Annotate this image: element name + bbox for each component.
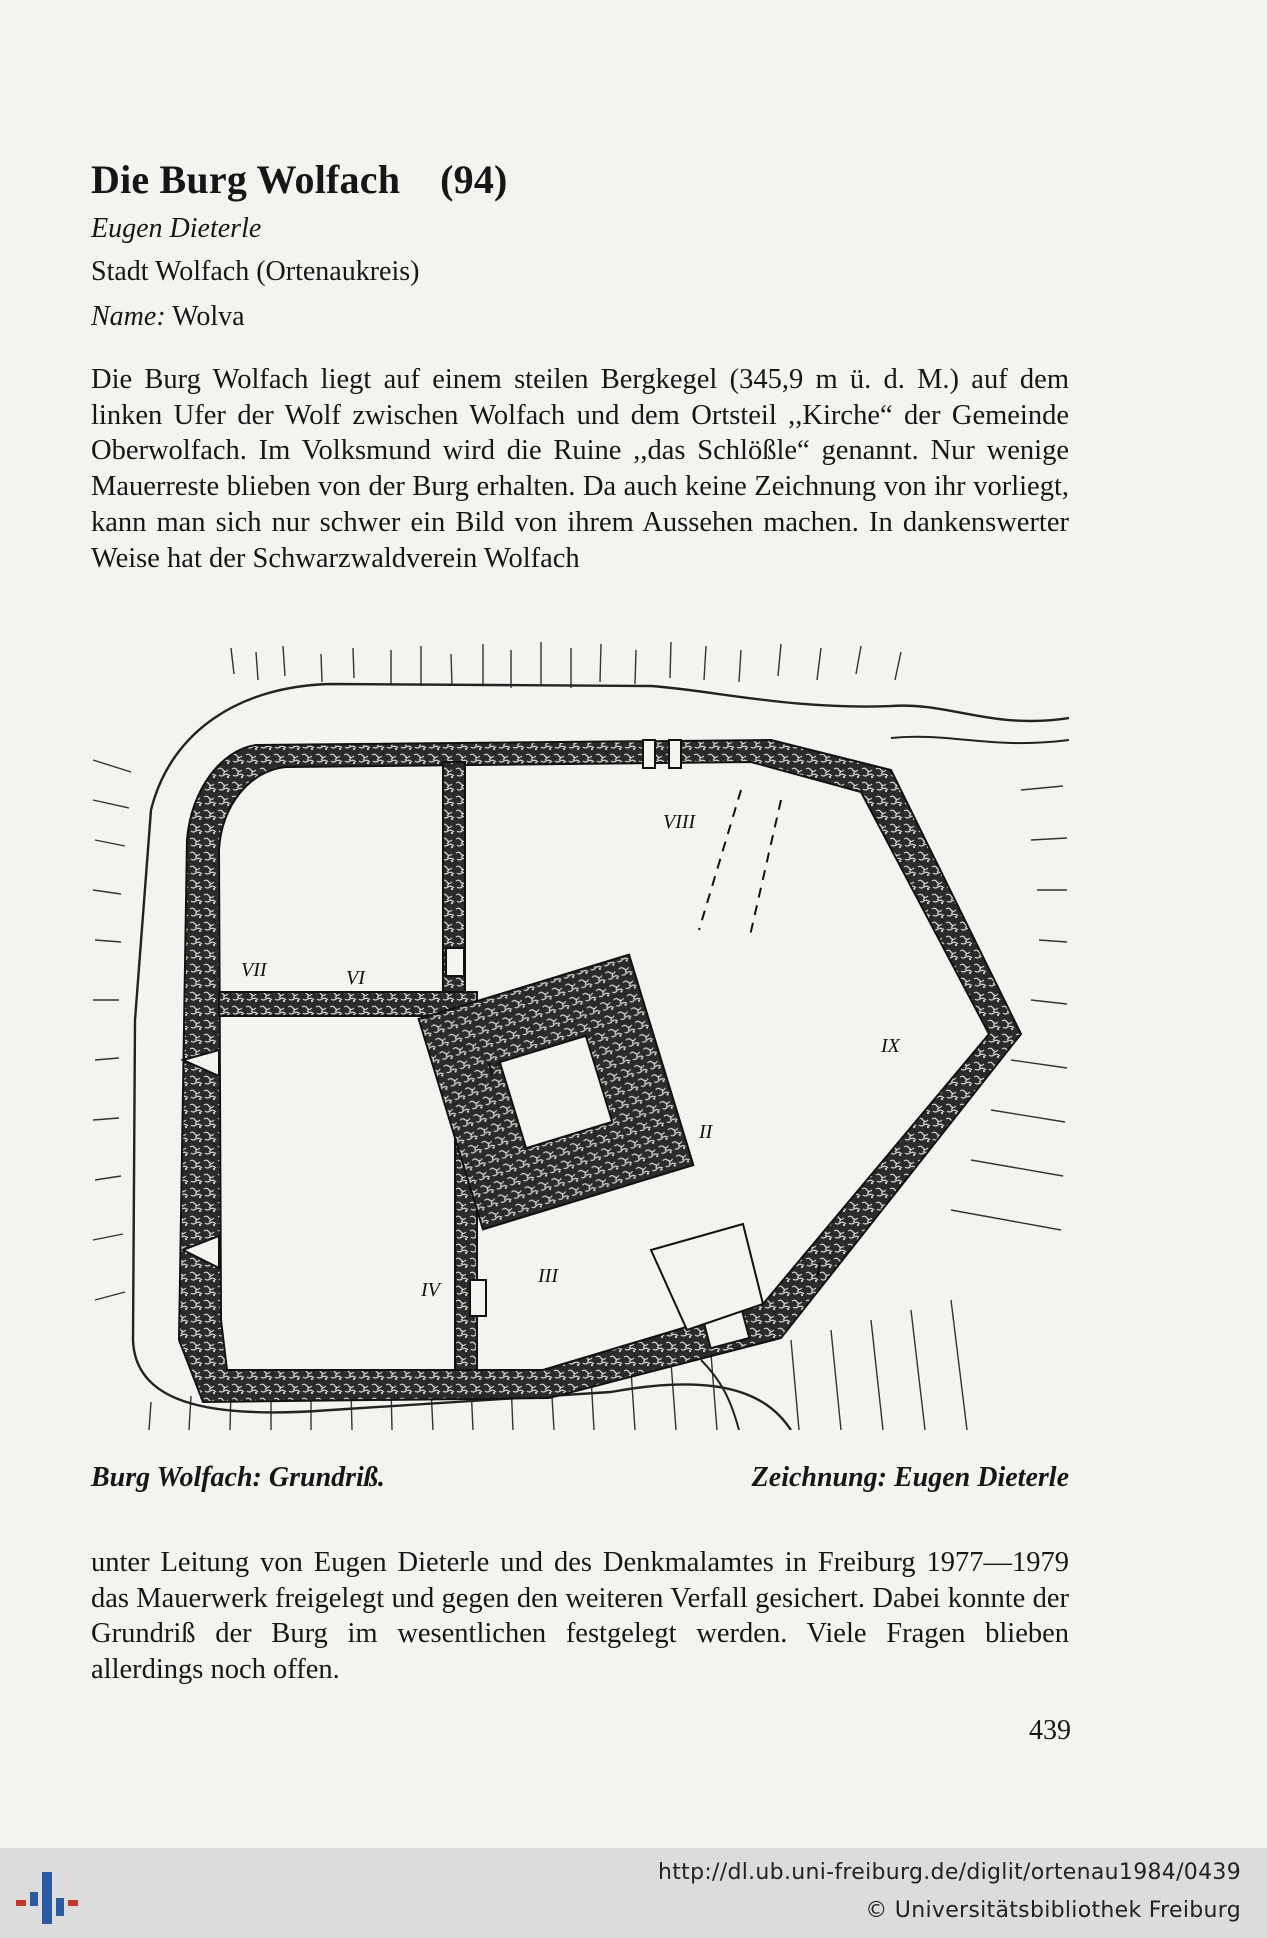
room-label-viii: VIII <box>663 811 696 833</box>
name-line <box>91 301 245 333</box>
room-label-vii: VII <box>241 959 267 981</box>
figure-caption: Burg Wolfach: Grundriß. <box>91 1462 385 1493</box>
body-paragraph-1: Die Burg Wolfach liegt auf einem steilen Bergkegel (345,9 m ü. d. M.) auf dem linken Ufer der Wolf zwischen Wolfach und dem Ortsteil ,,Kirche“ der Gemeinde Oberwolfach. Im Volksmund wird die Ruine ,,das Schlößle“ genannt. Nur wenige Mauerreste blieben von der Burg erhalten. Da auch keine Zeichnung von ihr vorliegt, kann man sich nur schwer ein Bild von ihrem Aussehen machen. In dankenswerter Weise hat der Schwarzwaldverein Wolfach <box>91 364 1069 574</box>
room-label-v: V <box>486 1059 499 1081</box>
ub-freiburg-logo-icon <box>16 1868 78 1930</box>
room-label-ii: II <box>699 1121 713 1143</box>
author-line: Eugen Dieterle <box>91 213 262 244</box>
castle-floor-plan <box>91 640 1069 1430</box>
article-title <box>91 156 508 203</box>
page-number: 439 <box>1029 1715 1071 1746</box>
library-footer <box>0 1848 1267 1938</box>
body-paragraph-2: unter Leitung von Eugen Dieterle und des Denkmalamtes in Freiburg 1977—1979 das Mauerwerk freigelegt und gegen den weiteren Verfall gesichert. Dabei konnte der Grundriß der Burg im wesentlichen festgelegt werden. Viele Fragen blieben allerdings noch offen. <box>91 1547 1069 1686</box>
room-label-i: I <box>815 1259 822 1281</box>
room-label-iv: IV <box>421 1279 440 1301</box>
name-label: Name: <box>91 301 166 332</box>
name-value: Wolva <box>172 301 245 332</box>
location-line: Stadt Wolfach (Ortenaukreis) <box>91 256 420 287</box>
room-label-vi: VI <box>346 967 365 989</box>
figure-credit: Zeichnung: Eugen Dieterle <box>751 1462 1069 1493</box>
copyright-notice: © Universitätsbibliothek Freiburg <box>865 1898 1241 1923</box>
article-number: (94) <box>440 157 508 202</box>
room-label-iii: III <box>538 1265 558 1287</box>
title-text: Die Burg Wolfach <box>91 157 401 202</box>
source-url[interactable]: http://dl.ub.uni-freiburg.de/diglit/ortenau1984/0439 <box>657 1860 1241 1885</box>
room-label-ix: IX <box>881 1035 900 1057</box>
dashed-wall-trace <box>699 790 781 940</box>
